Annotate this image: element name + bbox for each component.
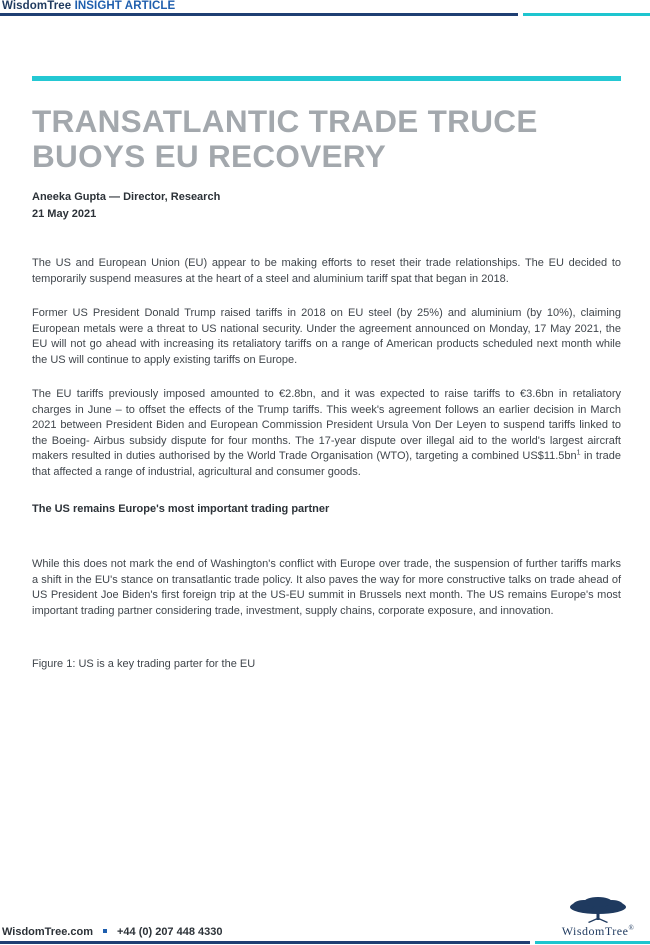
registered-mark: ® xyxy=(628,924,635,932)
paragraph-2: Former US President Donald Trump raised tariffs in 2018 on EU steel (by 25%) and aluminium (by 10%), claiming European metals were a threat to US national security. Under the agreement announced on Monday, 17 May 2021, the EU will not go ahead with increasing its retaliatory tariffs on a range of American products scheduled next month while the US will continue to apply existing tariffs on Europe. xyxy=(32,307,621,366)
brand-name: WisdomTree xyxy=(2,0,72,12)
paragraph-3-body: The EU tariffs previously imposed amounted to €2.8bn, and it was expected to raise tariffs to €3.6bn in retaliatory charges in June – to offset the effects of the Trump tariffs. This week's agreement follows an earlier decision in March 2021 between President Biden and European Commission President Ursula Von Der Leyen to suspend tariffs linked to the Boeing- Airbus subsidy dispute for four months. The 17-year dispute over illegal aid to the world's largest aircraft makers resulted in duties authorised by the World Trade Organisation (WTO), targeting a combined US$11.5bn xyxy=(32,388,621,462)
wisdomtree-logo xyxy=(548,896,648,940)
footer-rule-teal xyxy=(535,941,650,944)
publish-date: 21 May 2021 xyxy=(32,208,97,220)
paragraph-3 xyxy=(32,387,621,480)
article-title: TRANSATLANTIC TRADE TRUCE BUOYS EU RECOVERY xyxy=(32,103,538,174)
paragraph-1: The US and European Union (EU) appear to be making efforts to reset their trade relationships. The EU decided to temporarily suspend measures at the heart of a steel and aluminium tariff spat that began in 2018. xyxy=(32,257,621,285)
figure-caption: Figure 1: US is a key trading parter for the EU xyxy=(32,658,256,670)
tree-icon xyxy=(548,896,648,926)
footer-website-link[interactable]: WisdomTree.com xyxy=(2,926,93,938)
header-rule-navy xyxy=(0,13,518,16)
logo-text: WisdomTree xyxy=(561,924,629,938)
logo-wordmark xyxy=(548,924,648,939)
footer-phone: +44 (0) 207 448 4330 xyxy=(116,926,223,938)
header-rule-teal xyxy=(523,13,650,16)
separator-dot xyxy=(103,929,107,933)
footer-rule-navy xyxy=(0,941,530,944)
byline xyxy=(32,189,220,223)
section-heading: The US remains Europe's most important trading partner xyxy=(32,503,330,515)
header-brand xyxy=(2,0,175,12)
footer-contact xyxy=(2,926,223,938)
title-accent-bar xyxy=(32,76,621,81)
paragraph-3-end: in trade that affected a range of industrial, agricultural and consumer goods. xyxy=(32,450,622,478)
article-type-tag: INSIGHT ARTICLE xyxy=(74,0,176,12)
paragraph-4: While this does not mark the end of Washington's conflict with Europe over trade, the suspension of further tariffs marks a shift in the EU's stance on transatlantic trade policy. It also paves the way for more constructive talks on trade ahead of US President Joe Biden's first foreign trip at the US-EU summit in Brussels next month. The US remains Europe's most important trading partner considering trade, investment, supply chains, corporate exposure, and innovation. xyxy=(32,558,621,617)
footnote-marker[interactable]: 1 xyxy=(576,449,581,457)
author-line: Aneeka Gupta — Director, Research xyxy=(32,191,221,203)
